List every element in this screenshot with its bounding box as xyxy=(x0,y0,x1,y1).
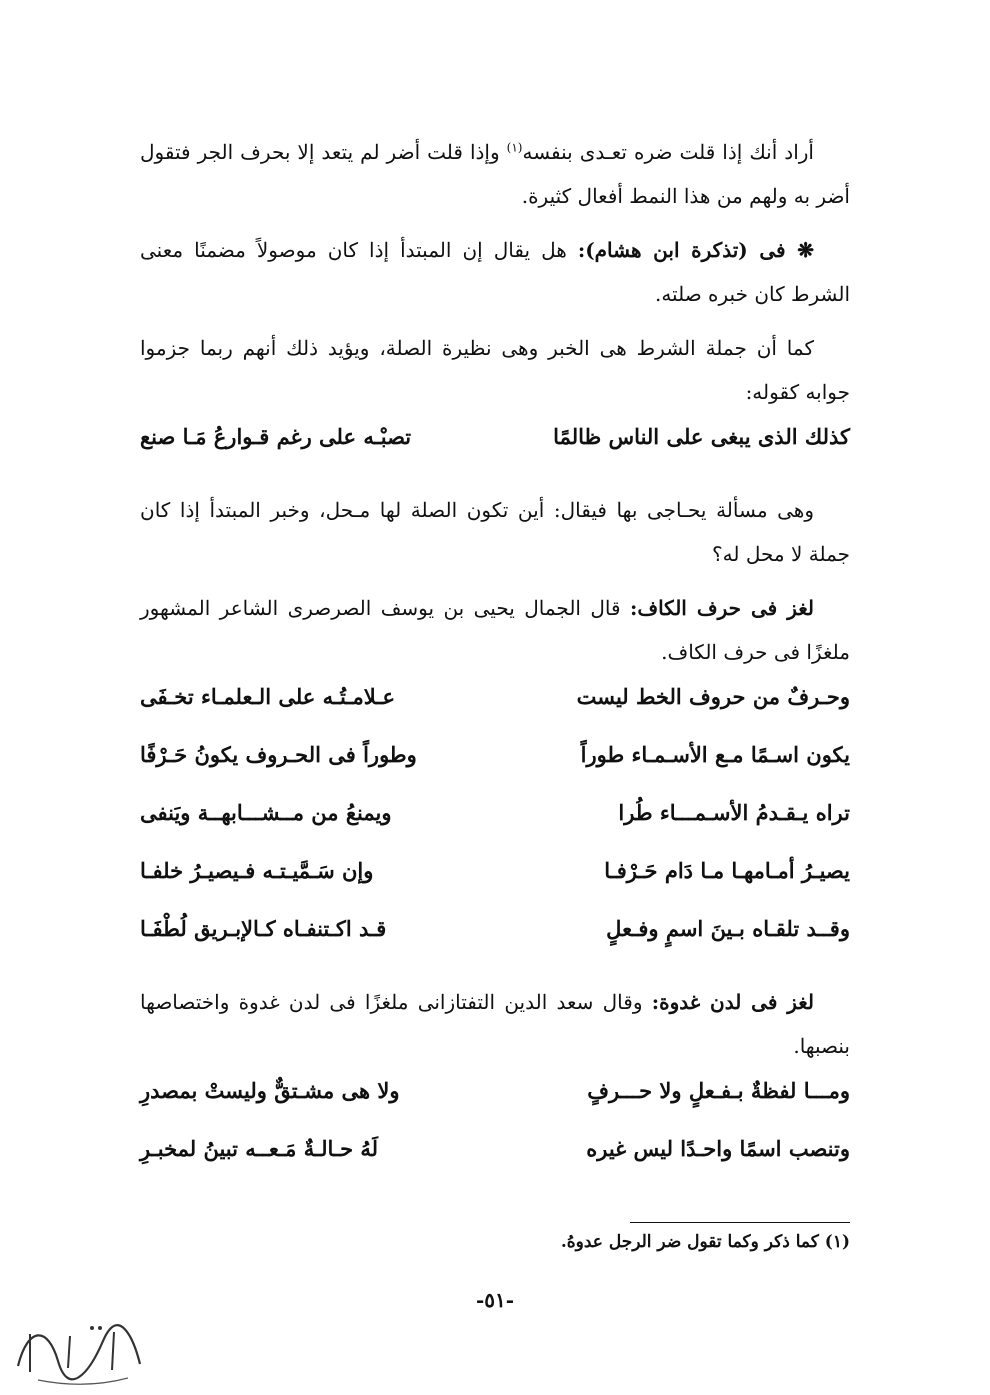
verse-line xyxy=(140,858,850,916)
verse-block-1 xyxy=(140,424,850,482)
verse-line xyxy=(140,684,850,742)
paragraph-5 xyxy=(140,586,850,674)
verse-second-hemistich: وإن سَـمَّيـتـه فـيصيـرُ خلفـا xyxy=(140,858,374,883)
paragraph-3: كما أن جملة الشرط هى الخبر وهى نظيرة الصلة، ويؤيد ذلك أنهم ربما جزموا جوابه كقوله: xyxy=(140,336,850,404)
page-number: -٥١- xyxy=(475,1288,515,1312)
paragraph-4: وهى مسألة يحـاجى بها فيقال: أين تكون الصلة لها مـحل، وخبر المبتدأ إذا كان جملة لا محل له؟ xyxy=(140,498,850,566)
verse-second-hemistich: لَهُ حـالـةٌ مَـعــه تبينُ لمخبـرِ xyxy=(140,1136,379,1161)
verse-block-2 xyxy=(140,684,850,974)
paragraph-5-text: قال الجمال يحيى بن يوسف الصرصرى الشاعر المشهور ملغزًا فى حرف الكاف. xyxy=(140,596,850,664)
verse-first-hemistich: وقــد تلقـاه بـينَ اسمٍ وفـعلٍ xyxy=(606,916,850,941)
paragraph-1-rest: وإذا قلت أضر لم يتعد إلا بحرف الجر فتقول أضر به ولهم من هذا النمط أفعال كثيرة. xyxy=(140,140,850,208)
verse-line xyxy=(140,1078,850,1136)
verse-second-hemistich: وطوراً فى الحـروف يكونُ حَـرْفًا xyxy=(140,742,417,767)
verse-second-hemistich: تصبْـه على رغم قـوارعُ مَـا صنع xyxy=(140,424,412,449)
paragraph-6 xyxy=(140,980,850,1068)
verse-line xyxy=(140,742,850,800)
paragraph-2-text: هل يقال إن المبتدأ إذا كان موصولاً مضمنًا معنى الشرط كان خبره صلته. xyxy=(140,238,850,306)
paragraph-1-text: أراد أنك إذا قلت ضره تعـدى بنفسه xyxy=(522,140,814,164)
verse-block-3 xyxy=(140,1078,850,1194)
paragraph-1 xyxy=(140,130,850,218)
verse-first-hemistich: كذلك الذى يبغى على الناس ظالمًا xyxy=(553,424,850,449)
paragraph-2 xyxy=(140,228,850,316)
verse-second-hemistich: ولا هى مشـتقٌّ وليستْ بمصدرِ xyxy=(140,1078,400,1103)
verse-first-hemistich: ومـــا لفظةٌ بـفـعلٍ ولا حـــرفٍ xyxy=(587,1078,850,1103)
verse-second-hemistich: عـلامـتُـه على الـعلمـاء تخـفَى xyxy=(140,684,395,709)
verse-line xyxy=(140,916,850,974)
verse-first-hemistich: وحـرفٌ من حروف الخط ليست xyxy=(576,684,850,709)
verse-first-hemistich: تراه يـقـدمُ الأسـمـــاء طُرا xyxy=(618,800,850,825)
verse-first-hemistich: يصيـرُ أمـامهـا مـا دَام حَـرْفـا xyxy=(604,858,850,883)
footnote: (١) كما ذكر وكما تقول ضر الرجل عدوهُ. xyxy=(560,1232,850,1252)
paragraph-5-heading: لغز فى حرف الكاف: xyxy=(629,596,814,620)
verse-first-hemistich: يكون اسـمًا مـع الأسـمـاء طوراً xyxy=(580,742,850,767)
verse-line xyxy=(140,800,850,858)
verse-line xyxy=(140,1136,850,1194)
verse-first-hemistich: وتنصب اسمًا واحـدًا ليس غيره xyxy=(586,1136,850,1161)
footnote-divider xyxy=(630,1222,850,1223)
paragraph-2-heading: ❋ فى (تذكرة ابن هشام): xyxy=(577,238,815,262)
paragraph-6-heading: لغز فى لدن غدوة: xyxy=(651,990,815,1014)
verse-second-hemistich: قـد اكـتنفـاه كـالإبـريق لُطْفَـا xyxy=(140,916,387,941)
paragraph-6-text: وقال سعد الدين التفتازانى ملغزًا فى لدن غدوة واختصاصها بنصبها. xyxy=(140,990,850,1058)
verse-second-hemistich: ويمنعُ من مــشـــابهــة ويَنفى xyxy=(140,800,392,825)
verse-line xyxy=(140,424,850,482)
footnote-marker: (١) xyxy=(506,140,523,155)
page-body xyxy=(140,130,850,1200)
publisher-logo xyxy=(8,1306,148,1390)
